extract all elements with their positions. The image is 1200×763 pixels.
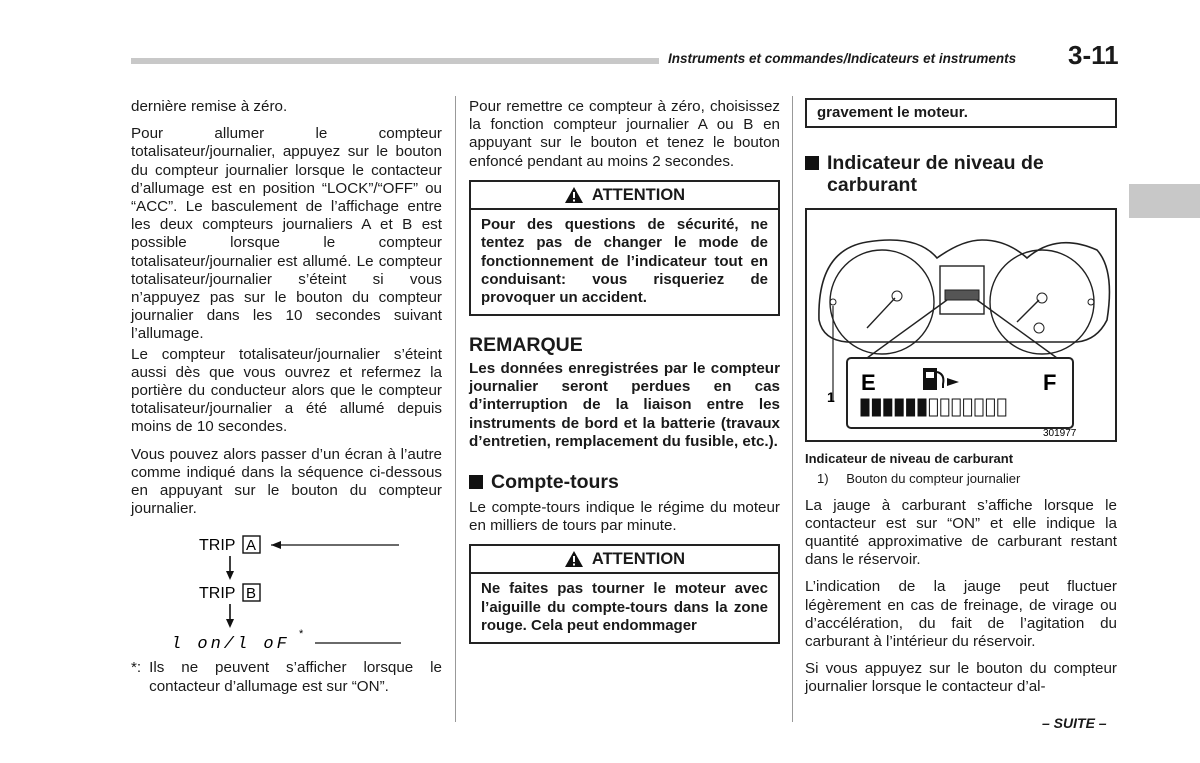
column-2 — [469, 98, 780, 644]
attention-title: ATTENTION — [591, 185, 686, 204]
page-number: 3-11 — [1068, 40, 1119, 70]
trip-b-label: TRIP — [199, 585, 236, 603]
fuel-segment-filled — [884, 399, 892, 416]
trip-b-letter: B — [246, 585, 257, 603]
caption-item — [817, 470, 1117, 488]
paragraph: Pour allumer le compteur totalisateur/journalier, appuyez sur le bouton du compteur journalier lorsque le contacteur d’allumage est en position “LOCK”/“OFF” ou “ACC”. Le basculement de l’affichage entre les deux compteurs journaliers A et B est possible lorsque le compteur totalisateur/journalier est allumé. Le compteur totalisateur/journalier s’éteint si vous n’appuyez pas sur le bouton du compteur journalier dans les 10 secondes suivant l’allumage. — [131, 125, 442, 343]
arrow-down-icon — [226, 571, 234, 580]
attention-title: ATTENTION — [591, 550, 686, 569]
trip-sequence-svg — [131, 524, 442, 659]
zoom-line — [867, 300, 947, 358]
paragraph: dernière remise à zéro. — [131, 98, 288, 115]
fuel-gauge-zoom — [847, 358, 1073, 428]
footnote-mark: *: — [131, 659, 142, 677]
fuel-segment-empty — [964, 399, 972, 416]
paragraph: Si vous appuyez sur le bouton du compteur journalier lorsque le contacteur d’al- — [805, 660, 1117, 696]
section-title: Compte-tours — [491, 471, 619, 494]
column-1 — [131, 98, 442, 696]
section-heading — [469, 471, 780, 493]
attention-continued: gravement le moteur. — [805, 98, 1117, 128]
remark-body: Les données enregistrées par le compteur journalier seront perdues en cas d’interruption de la liaison entre les instruments de bord et la batterie (travaux d’entretien, remplacement du fusible, etc.). — [469, 360, 780, 450]
attention-body: Ne faites pas tourner le moteur avec l’aiguille du compte-tours dans la zone rouge. Cela peut endommager — [469, 574, 780, 643]
needle — [867, 298, 895, 328]
figure-caption: Indicateur de niveau de carburant — [805, 451, 1014, 467]
bullet-square-icon — [469, 475, 483, 489]
trip-a-label: TRIP — [199, 537, 236, 555]
fuel-highlight — [945, 290, 979, 300]
remark-heading: REMARQUE — [469, 333, 583, 356]
arrow-head-icon — [271, 541, 281, 549]
warning-triangle-icon — [564, 186, 584, 204]
footnote-text: Ils ne peuvent s’afficher lorsque le contacteur d’allumage est sur “ON”. — [149, 659, 442, 695]
fuel-gauge-svg — [807, 210, 1115, 440]
fuel-segment-empty — [998, 399, 1006, 416]
caption-item-number: 1) — [817, 471, 829, 487]
button — [1088, 299, 1094, 305]
figure-id: 301977 — [1043, 428, 1077, 440]
paragraph: Le compte-tours indique le régime du moteur en milliers de tours par minute. — [469, 499, 780, 535]
on-off-display: l on/l oF — [171, 635, 290, 655]
running-header: Instruments et commandes/Indicateurs et instruments — [668, 51, 1017, 66]
needle — [1017, 300, 1039, 322]
small-gauge-hub — [1034, 323, 1044, 333]
section-title: Indicateur de niveau de carburant — [827, 152, 1044, 197]
trip-sequence-diagram — [131, 524, 442, 659]
column-3 — [805, 98, 1117, 706]
gauge-full-label: F — [1043, 370, 1057, 396]
callout-number: 1 — [827, 389, 835, 406]
fuel-segment-filled — [895, 399, 903, 416]
chapter-tab — [1129, 184, 1200, 218]
fuel-segment-empty — [941, 399, 949, 416]
footnote — [131, 659, 442, 695]
continued-footer: – SUITE – — [1042, 715, 1107, 731]
arrow-down-icon — [226, 619, 234, 628]
fuel-segment-filled — [872, 399, 880, 416]
trip-button — [830, 299, 836, 305]
column-divider — [455, 96, 456, 722]
speedometer-dial — [830, 250, 934, 354]
zoom-line — [977, 300, 1057, 358]
section-heading — [805, 152, 1117, 196]
gauge-empty-label: E — [861, 370, 876, 396]
paragraph: L’indication de la jauge peut fluctuer légèrement en cas de freinage, de virage ou d’accélération, du fait de l’agitation du carburant à l’intérieur du réservoir. — [805, 578, 1117, 651]
bullet-square-icon — [805, 156, 819, 170]
fuel-segment-filled — [907, 399, 915, 416]
fuel-segment-empty — [929, 399, 937, 416]
warning-triangle-icon — [564, 550, 584, 568]
column-divider — [792, 96, 793, 722]
trip-a-letter: A — [246, 537, 257, 555]
needle-hub — [1037, 293, 1047, 303]
fuel-gauge-figure — [805, 208, 1117, 442]
needle-hub — [892, 291, 902, 301]
attention-body: Pour des questions de sécurité, ne tentez pas de changer le mode de fonctionnement de l’indicateur tout en conduisant: vous risqueriez de provoquer un accident. — [469, 210, 780, 316]
fuel-segment-filled — [918, 399, 926, 416]
paragraph: Pour remettre ce compteur à zéro, choisissez la fonction compteur journalier A ou B en appuyant sur le bouton et tenez le bouton enfoncé pendant au moins 2 secondes. — [469, 98, 780, 170]
caption-item-text: Bouton du compteur journalier — [846, 471, 1021, 487]
fuel-segment-empty — [986, 399, 994, 416]
paragraph: La jauge à carburant s’affiche lorsque le contacteur est sur “ON” et elle indique la quantité approximative de carburant restant dans le réservoir. — [805, 496, 1117, 569]
paragraph: Le compteur totalisateur/journalier s’éteint aussi dès que vous ouvrez et refermez la portière du conducteur alors que le compteur totalisateur/journalier a été allumé depuis moins de 10 secondes. — [131, 345, 442, 436]
fuel-segment-empty — [952, 399, 960, 416]
attention-header — [469, 180, 780, 210]
fuel-segment-empty — [975, 399, 983, 416]
fuel-segment-filled — [861, 399, 869, 416]
attention-header — [469, 544, 780, 574]
header-rule — [131, 58, 659, 64]
tachometer-dial — [990, 250, 1094, 354]
paragraph: Vous pouvez alors passer d’un écran à l’autre comme indiqué dans la séquence ci-dessous en appuyant sur le bouton du compteur journalier. — [131, 445, 442, 518]
on-off-mark: * — [299, 628, 304, 641]
